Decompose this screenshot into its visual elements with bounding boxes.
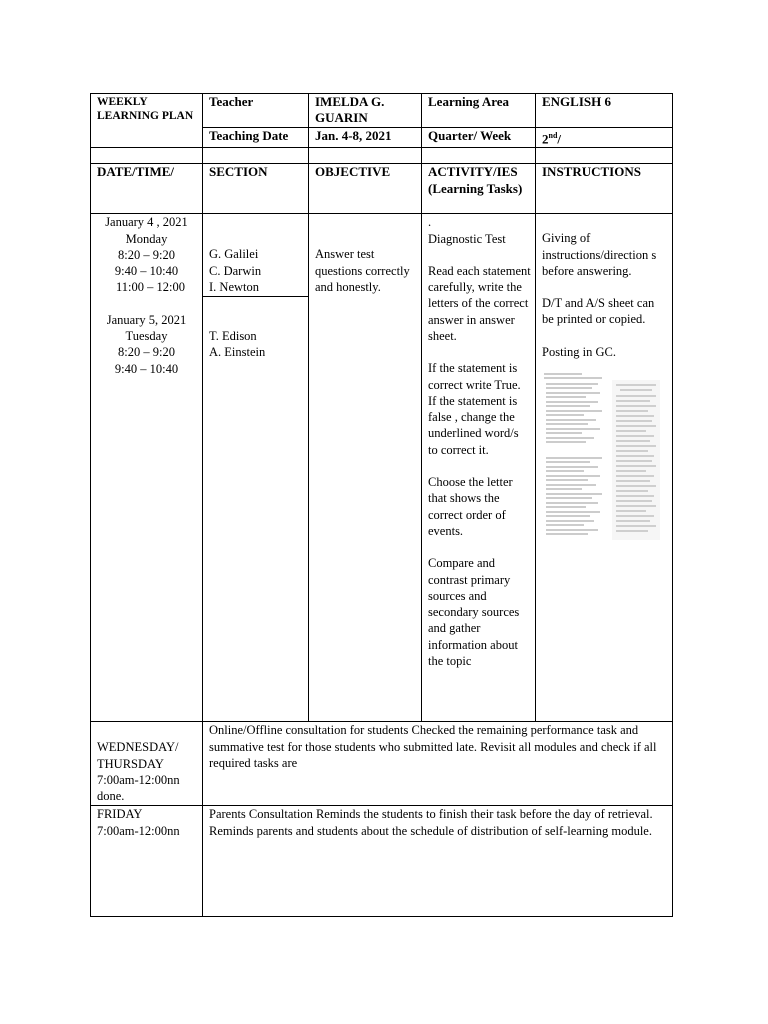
col-instructions: INSTRUCTIONS [536,164,673,214]
learning-area-value: ENGLISH 6 [536,94,673,128]
activity-paragraph: Read each statement carefully, write the letters of the correct answer in answer sheet. [428,263,531,343]
objective-cell [309,214,422,722]
activity-dot: . [428,215,432,230]
quarter-value: 2nd/ [536,127,673,148]
day1-section-list [203,214,308,295]
day1-time-2: 9:40 – 10:40 [114,264,179,279]
day1-date: January 4 , 2021 [105,215,188,230]
col-activities: ACTIVITY/IES (Learning Tasks) [422,164,536,214]
section-item: A. Einstein [209,345,266,360]
friday-description: Parents Consultation Reminds the students to finish their task before the day of retrieval. Reminds parents and students about the schedule of distribution of self-learning module. [203,806,673,917]
instruction-paragraph: D/T and A/S sheet can be printed or copied. [542,296,655,327]
learning-area-label: Learning Area [422,94,536,128]
friday-day-cell [91,806,203,917]
wed-thu-day: WEDNESDAY/ THURSDAY [97,740,179,771]
day1-weekday: Monday [125,231,168,246]
answer-sheet-thumbnails [542,370,668,560]
activity-paragraph: If the statement is correct write True. If the statement is false , change the underlined word/s to correct it. [428,361,521,457]
diagnostic-test-sheet-image [542,370,608,546]
teacher-name: IMELDA G. GUARIN [309,94,422,128]
section-item: G. Galilei [209,247,259,262]
friday-row [91,806,673,917]
instruction-paragraph: Posting in GC. [542,344,616,359]
day1-time-1: 8:20 – 9:20 [118,247,175,262]
section-item: T. Edison [209,329,257,344]
section-cell [203,214,309,722]
column-header-row [91,164,673,214]
wed-thu-description: Online/Offline consultation for students Checked the remaining performance task and summative test for those students who submitted late. Revisit all modules and check if all required tasks are [203,722,673,806]
wed-thu-day-cell [91,722,203,806]
day2-weekday: Tuesday [125,329,168,343]
doc-title: WEEKLY LEARNING PLAN [91,94,203,148]
activity-paragraph: Compare and contrast primary sources and secondary sources and gather information about the topic [428,556,520,669]
teacher-label: Teacher [203,94,309,128]
objective-text: Answer test questions correctly and honestly. [315,247,410,294]
quarter-label: Quarter/ Week [422,127,536,148]
answer-sheet-image [612,380,660,540]
day2-section-list [203,296,308,361]
teaching-date-label: Teaching Date [203,127,309,148]
section-item: I. Newton [209,279,259,294]
activity-paragraph: Choose the letter that shows the correct order of events. [428,475,513,538]
header-row-1 [91,94,673,128]
day2-time-2: 9:40 – 10:40 [114,361,179,376]
day1-time-3: 11:00 – 12:00 [116,280,185,295]
wed-thu-time: 7:00am-12:00nn [97,772,180,787]
weekly-learning-plan-table [90,93,673,917]
section-item: C. Darwin [209,263,262,278]
separator-row [91,148,673,164]
instruction-paragraph: Giving of instructions/direction s before answering. [542,231,657,278]
wed-thu-extra: done. [97,789,125,804]
instructions-cell [536,214,673,722]
teaching-date-value: Jan. 4-8, 2021 [309,127,422,148]
day2-time-1: 8:20 – 9:20 [118,345,175,360]
date-time-cell [91,214,203,722]
col-section: SECTION [203,164,309,214]
col-date-time: DATE/TIME/ [91,164,203,214]
friday-day: FRIDAY [97,807,143,822]
friday-time: 7:00am-12:00nn [97,823,180,838]
activities-cell [422,214,536,722]
content-row [91,214,673,722]
wed-thu-row [91,722,673,806]
col-objective: OBJECTIVE [309,164,422,214]
activity-title: Diagnostic Test [428,231,506,246]
day2-date: January 5, 2021 [106,312,187,327]
